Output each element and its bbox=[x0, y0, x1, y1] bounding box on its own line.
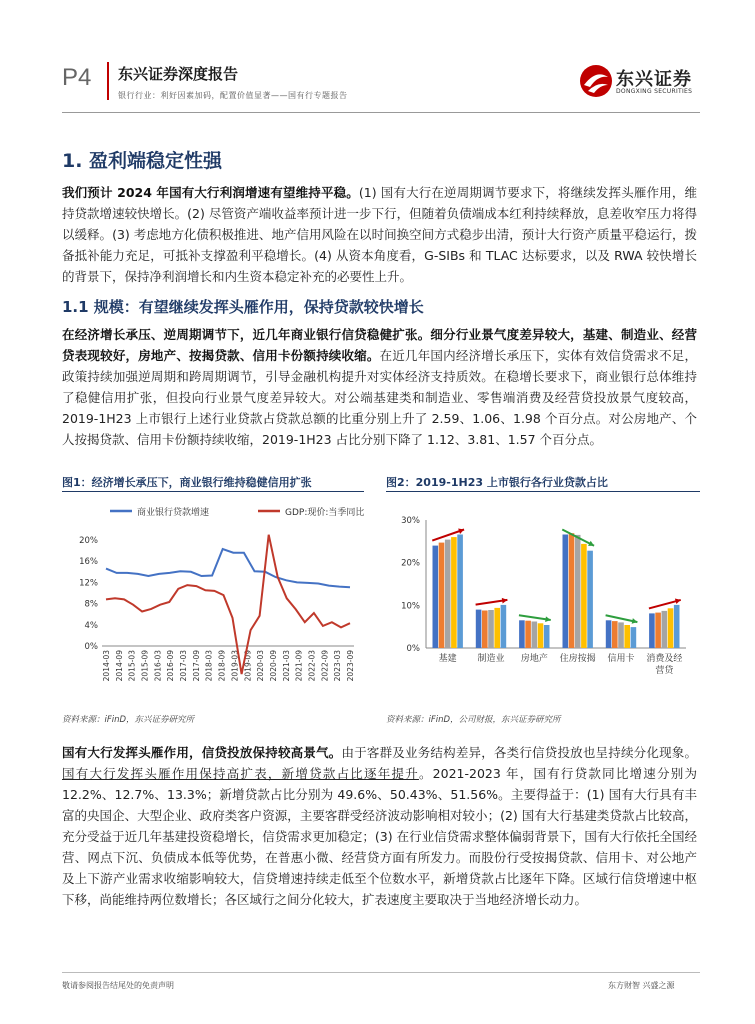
logo-name-cn: 东兴证券 bbox=[616, 69, 692, 90]
y-tick-label: 8% bbox=[84, 599, 98, 610]
bar-信用卡-1H23 bbox=[631, 627, 637, 648]
legend-label: GDP:现价:当季同比 bbox=[285, 508, 364, 518]
series-line-1 bbox=[106, 549, 350, 587]
paragraph-profit-outlook bbox=[62, 182, 697, 287]
footer-rule bbox=[62, 972, 700, 973]
bar-信用卡-2022 bbox=[624, 625, 630, 648]
report-brand: 东兴证券深度报告 bbox=[118, 65, 239, 83]
x-tick-label: 2018-03 bbox=[204, 650, 214, 682]
paragraph-body: 在近几年国内经济增长承压下，实体有效信贷需求不足，政策持续加强逆周期和跨周期调节，引导金融机构提升对实体经济支持质效。在稳增长要求下，商业银行总体维持了稳健信用扩张，但投向行业景气度差异较大。对公端基建类和制造业、零售端消费及经营贷投放景气度较高，2019-1H23 上市银行上述行业贷款占贷款总额的比重分别上升了 2.59、1.06、1.98 个百分点。对公房地产、个人按揭贷款、信用卡份额持续收缩，2019-1H23 占比分别下降了 1.12、3.81、1.57 个百分点。 bbox=[62, 348, 697, 447]
bar-房地产-2020 bbox=[525, 621, 531, 648]
bar-消费及经营贷-2019 bbox=[649, 613, 655, 648]
y-tick-label: 4% bbox=[84, 620, 98, 631]
paragraph-state-banks bbox=[62, 742, 697, 910]
x-tick-label: 住房按揭 bbox=[559, 654, 596, 664]
section-title: 1. 盈利端稳定性强 bbox=[62, 150, 223, 172]
bar-基建-2020 bbox=[439, 543, 445, 648]
x-tick-label: 2019-09 bbox=[243, 650, 253, 682]
x-tick-label: 2015-03 bbox=[127, 650, 137, 682]
x-tick-label: 2020-09 bbox=[268, 650, 278, 682]
bar-消费及经营贷-2020 bbox=[655, 613, 661, 648]
y-tick-label: 10% bbox=[401, 601, 420, 612]
x-tick-label: 2014-09 bbox=[114, 650, 124, 682]
page-number: P4 bbox=[62, 64, 92, 91]
y-tick-label: 20% bbox=[79, 536, 98, 546]
x-tick-label: 2020-03 bbox=[256, 650, 266, 682]
bar-消费及经营贷-2021 bbox=[662, 611, 668, 648]
footer-slogan: 东方财智 兴盛之源 bbox=[608, 981, 675, 990]
bar-基建-1H23 bbox=[457, 535, 463, 649]
footer-disclaimer: 敬请参阅报告结尾处的免责声明 bbox=[62, 981, 174, 990]
x-tick-label: 基建 bbox=[438, 654, 457, 664]
bar-房地产-2019 bbox=[519, 620, 525, 648]
figure1-rule bbox=[62, 491, 364, 492]
paragraph-body: (1) 国有大行在逆周期调节要求下，将继续发挥头雁作用，维持贷款增速较快增长。(2) 尽管资产端收益率预计进一步下行，但随着负债端成本红利持续释放，息差收窄压力将得以缓释。(3) 考虑地方化债积极推进、地产信用风险在以时间换空间方式稳步出清，预计大行资产质量平稳运行，拨备抵补能力充足，可抵补支撑盈利平稳增长。(4) 从资本角度看，G-SIBs 和 TLAC 达标要求，以及 RWA 较快增长的背景下，保持净利润增长和内生资本稳定补充的必要性上升。 bbox=[62, 185, 697, 284]
bar-房地产-1H23 bbox=[544, 625, 550, 648]
x-tick-label: 2016-03 bbox=[153, 650, 163, 682]
y-tick-label: 12% bbox=[79, 578, 98, 589]
x-tick-label: 2017-03 bbox=[179, 650, 189, 682]
paragraph-lead: 在经济增长承压、逆周期调节下，近几年商业银行信贷稳健扩张。细分行业景气度差异较大，基建、制造业、经营贷表现较好，房地产、按揭贷款、信用卡份额持续收缩。 bbox=[62, 327, 697, 363]
y-tick-label: 0% bbox=[406, 644, 420, 654]
x-tick-label: 消费及经 bbox=[646, 654, 683, 664]
bar-基建-2022 bbox=[451, 537, 457, 648]
x-tick-label: 2019-03 bbox=[230, 650, 240, 682]
bar-住房按揭-2020 bbox=[569, 533, 575, 648]
logo-mark-icon bbox=[578, 63, 614, 99]
x-tick-label: 信用卡 bbox=[607, 654, 635, 664]
figure1-caption: 图1：经济增长承压下，商业银行维持稳健信用扩张 bbox=[62, 476, 312, 489]
header-rule bbox=[62, 112, 700, 113]
bar-基建-2021 bbox=[445, 540, 451, 648]
figure1-source: 资料来源：iFinD，东兴证券研究所 bbox=[62, 715, 195, 725]
header-divider bbox=[107, 62, 109, 100]
figure2-chart bbox=[386, 496, 700, 706]
bar-制造业-2021 bbox=[488, 610, 494, 648]
paragraph-credit-expansion bbox=[62, 324, 697, 450]
bar-信用卡-2019 bbox=[606, 620, 612, 648]
x-tick-label: 2018-09 bbox=[217, 650, 227, 682]
y-tick-label: 16% bbox=[79, 557, 98, 568]
x-tick-label: 2022-09 bbox=[320, 650, 330, 682]
y-tick-label: 0% bbox=[84, 642, 98, 652]
x-tick-label: 2015-09 bbox=[140, 650, 150, 682]
paragraph-body: 由于客群及业务结构差异，各类行信贷投放也呈持续分化现象。 bbox=[341, 745, 697, 760]
figure2-caption: 图2：2019-1H23 上市银行各行业贷款占比 bbox=[386, 476, 608, 489]
x-tick-label: 2022-03 bbox=[307, 650, 317, 682]
company-logo bbox=[578, 63, 698, 101]
bar-制造业-2019 bbox=[476, 610, 482, 648]
paragraph-lead: 我们预计 2024 年国有大行利润增速有望维持平稳。 bbox=[62, 185, 359, 200]
paragraph-body-rest: 。2021-2023 年，国有行贷款同比增速分别为 12.2%、12.7%、13.3%；新增贷款占比分别为 49.6%、50.43%、51.56%。主要得益于：(1) 国有大行具有丰富的央国企、大型企业、政府类客户资源，主要客群受经济波动影响相对较小；(2) 国有大行基建类贷款占比较高，充分受益于近几年基建投资稳增长，信贷需求更加稳定；(3) 在行业信贷需求整体偏弱背景下，国有大行依托全国经营、网点下沉、负债成本低等优势，在普惠小微、经营贷方面有所发力。而股份行受按揭贷款、信用卡、对公地产及上下游产业需求收缩影响较大，信贷增速持续走低至个位数水平，新增贷款占比逐年下降。区域行信贷增速中枢下移，尚能维持两位数增长；各区域行之间分化较大，扩表速度主要取决于当地经济增长动力。 bbox=[62, 766, 697, 907]
x-tick-label: 房地产 bbox=[520, 654, 548, 664]
x-tick-label: 2021-09 bbox=[294, 650, 304, 682]
x-tick-label: 2023-03 bbox=[333, 650, 343, 682]
bar-制造业-1H23 bbox=[501, 605, 507, 648]
x-tick-label: 2016-09 bbox=[166, 650, 176, 682]
bar-住房按揭-1H23 bbox=[587, 551, 593, 648]
bar-住房按揭-2021 bbox=[575, 535, 581, 648]
bar-制造业-2022 bbox=[494, 608, 500, 648]
x-tick-label: 2021-03 bbox=[281, 650, 291, 682]
bar-信用卡-2021 bbox=[618, 622, 624, 648]
bar-房地产-2022 bbox=[538, 623, 544, 648]
report-subtitle: 银行行业：利好因素加码，配置价值显著——国有行专题报告 bbox=[118, 91, 348, 100]
x-tick-label: 2014-03 bbox=[102, 650, 111, 682]
figure2-rule bbox=[386, 491, 700, 492]
bar-制造业-2020 bbox=[482, 611, 488, 649]
x-tick-label: 2023-09 bbox=[346, 650, 355, 682]
legend-label: 商业银行贷款增速 bbox=[137, 508, 210, 518]
figure2-source: 资料来源：iFinD，公司财报，东兴证券研究所 bbox=[386, 715, 561, 725]
subsection-title: 1.1 规模：有望继续发挥头雁作用，保持贷款较快增长 bbox=[62, 298, 424, 316]
y-tick-label: 30% bbox=[401, 516, 420, 526]
x-tick-label: 制造业 bbox=[477, 654, 505, 664]
x-tick-label: 2017-09 bbox=[191, 650, 201, 682]
paragraph-underlined: 国有大行发挥头雁作用保持高扩表，新增贷款占比逐年提升 bbox=[62, 766, 419, 781]
bar-住房按揭-2019 bbox=[563, 535, 569, 649]
bar-基建-2019 bbox=[433, 546, 439, 648]
paragraph-lead: 国有大行发挥头雁作用，信贷投放保持较高景气。 bbox=[62, 745, 342, 760]
bar-房地产-2021 bbox=[532, 622, 538, 649]
bar-住房按揭-2022 bbox=[581, 544, 587, 648]
bar-消费及经营贷-1H23 bbox=[674, 605, 680, 648]
logo-name-en: DONGXING SECURITIES bbox=[616, 88, 693, 95]
bar-消费及经营贷-2022 bbox=[668, 608, 674, 648]
x-tick-label: 营贷 bbox=[655, 666, 674, 676]
bar-信用卡-2020 bbox=[612, 621, 618, 648]
figure1-chart bbox=[62, 496, 364, 706]
y-tick-label: 20% bbox=[401, 558, 420, 569]
